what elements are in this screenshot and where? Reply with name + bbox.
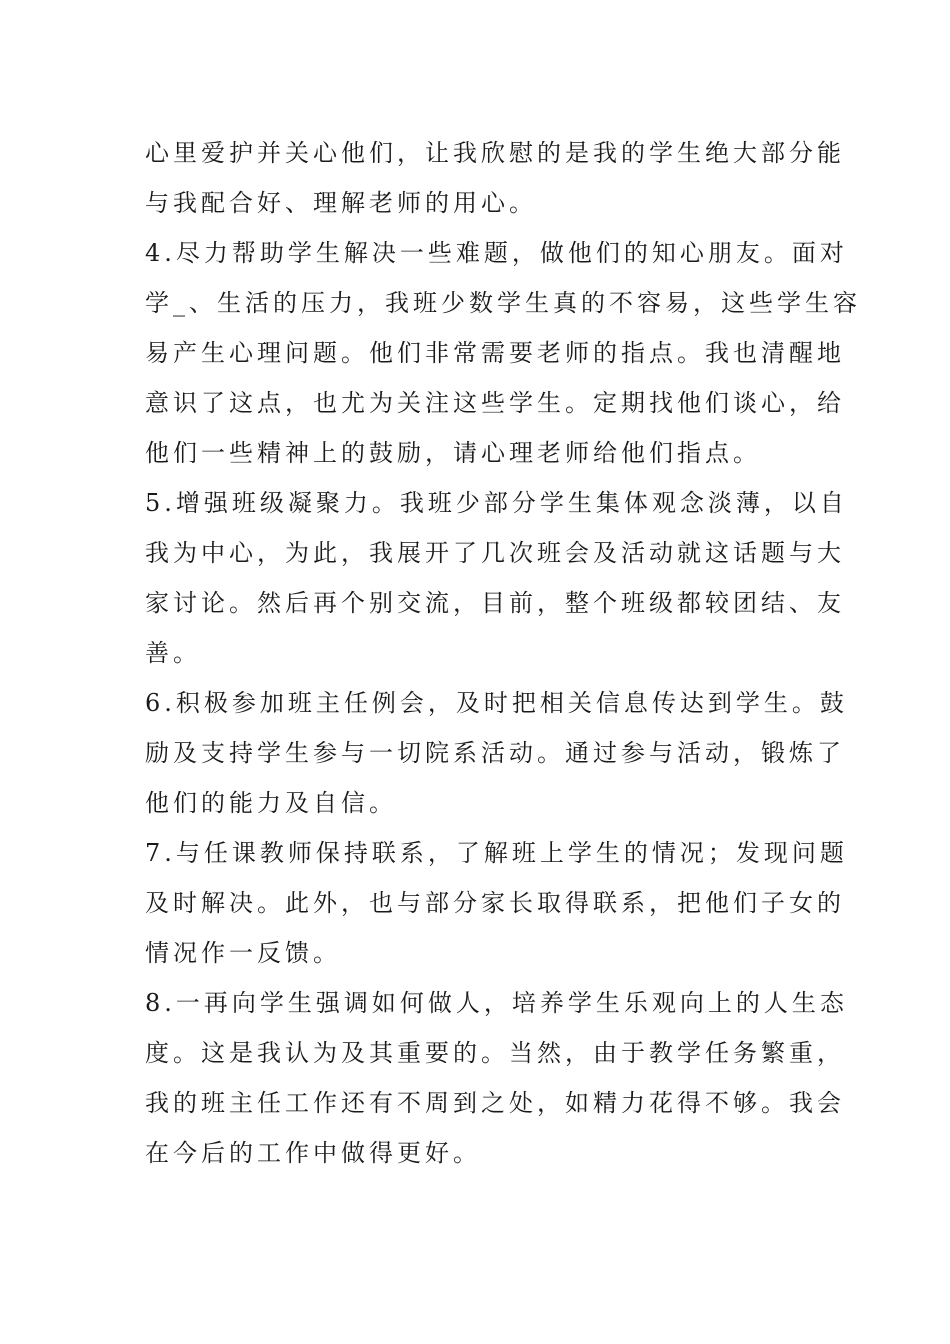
text-line: 学_、生活的压力，我班少数学生真的不容易，这些学生容 [145, 289, 861, 317]
text-line: 励及支持学生参与一切院系活动。通过参与活动，锻炼了 [145, 739, 845, 767]
text-line: 他们的能力及自信。 [145, 789, 397, 817]
text-line: 我的班主任工作还有不周到之处，如精力花得不够。我会 [145, 1089, 845, 1117]
text-line: 4.尽力帮助学生解决一些难题，做他们的知心朋友。面对 [145, 239, 848, 267]
text-line: 与我配合好、理解老师的用心。 [145, 189, 537, 217]
text-line: 心里爱护并关心他们，让我欣慰的是我的学生绝大部分能 [145, 139, 845, 167]
text-line: 在今后的工作中做得更好。 [145, 1139, 481, 1167]
document-body [145, 128, 861, 1178]
text-line: 7.与任课教师保持联系，了解班上学生的情况；发现问题 [145, 839, 848, 867]
text-line: 及时解决。此外，也与部分家长取得联系，把他们子女的 [145, 889, 845, 917]
text-line: 情况作一反馈。 [145, 939, 341, 967]
text-line: 8.一再向学生强调如何做人，培养学生乐观向上的人生态 [145, 989, 848, 1017]
text-line: 度。这是我认为及其重要的。当然，由于教学任务繁重， [145, 1039, 845, 1067]
text-line: 他们一些精神上的鼓励，请心理老师给他们指点。 [145, 439, 761, 467]
text-line: 家讨论。然后再个别交流，目前，整个班级都较团结、友 [145, 589, 845, 617]
text-line: 我为中心，为此，我展开了几次班会及活动就这话题与大 [145, 539, 845, 567]
text-line: 6.积极参加班主任例会，及时把相关信息传达到学生。鼓 [145, 689, 848, 717]
text-line: 善。 [145, 639, 201, 667]
text-line: 易产生心理问题。他们非常需要老师的指点。我也清醒地 [145, 339, 845, 367]
text-line: 意识了这点，也尤为关注这些学生。定期找他们谈心，给 [145, 389, 845, 417]
text-line: 5.增强班级凝聚力。我班少部分学生集体观念淡薄，以自 [145, 489, 848, 517]
